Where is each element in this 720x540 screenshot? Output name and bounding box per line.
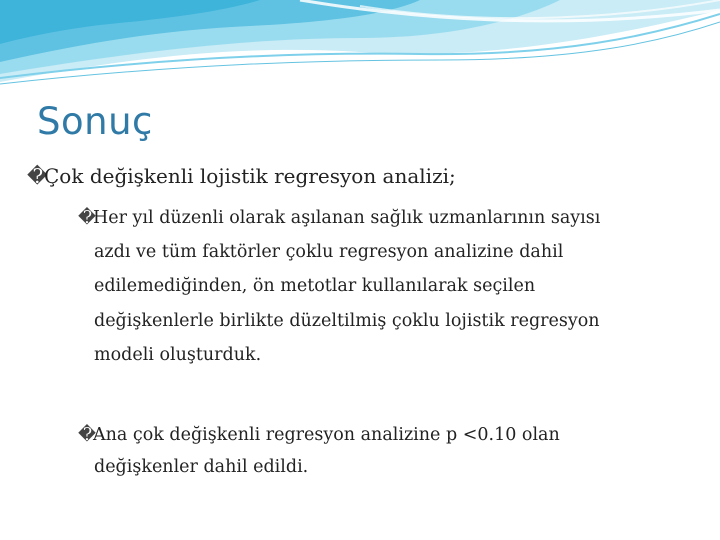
sub-bullet-text-line: Her yıl düzenli olarak aşılanan sağlık uzmanlarının sayısı xyxy=(93,208,601,228)
sub-bullet-1-continuation: edilemediğinden, ön metotlar kullanılarak seçilen xyxy=(94,276,536,296)
bullet-icon: � xyxy=(78,208,96,228)
bullet-point-1 xyxy=(27,164,456,188)
sub-bullet-2-continuation: değişkenler dahil edildi. xyxy=(94,457,309,477)
sub-bullet-text-line: Ana çok değişkenli regresyon analizine p <0.10 olan xyxy=(93,425,560,445)
bullet-icon: � xyxy=(27,164,48,188)
slide-title: Sonuç xyxy=(37,100,153,143)
bullet-icon: � xyxy=(78,425,96,445)
bullet-text: Çok değişkenli lojistik regresyon analizi; xyxy=(44,164,456,188)
sub-bullet-1-continuation: azdı ve tüm faktörler çoklu regresyon analizine dahil xyxy=(94,242,564,262)
sub-bullet-2 xyxy=(78,425,560,445)
sub-bullet-1-continuation: modeli oluşturduk. xyxy=(94,345,262,365)
sub-bullet-1-continuation: değişkenlerle birlikte düzeltilmiş çoklu lojistik regresyon xyxy=(94,311,600,331)
sub-bullet-1 xyxy=(78,208,600,228)
